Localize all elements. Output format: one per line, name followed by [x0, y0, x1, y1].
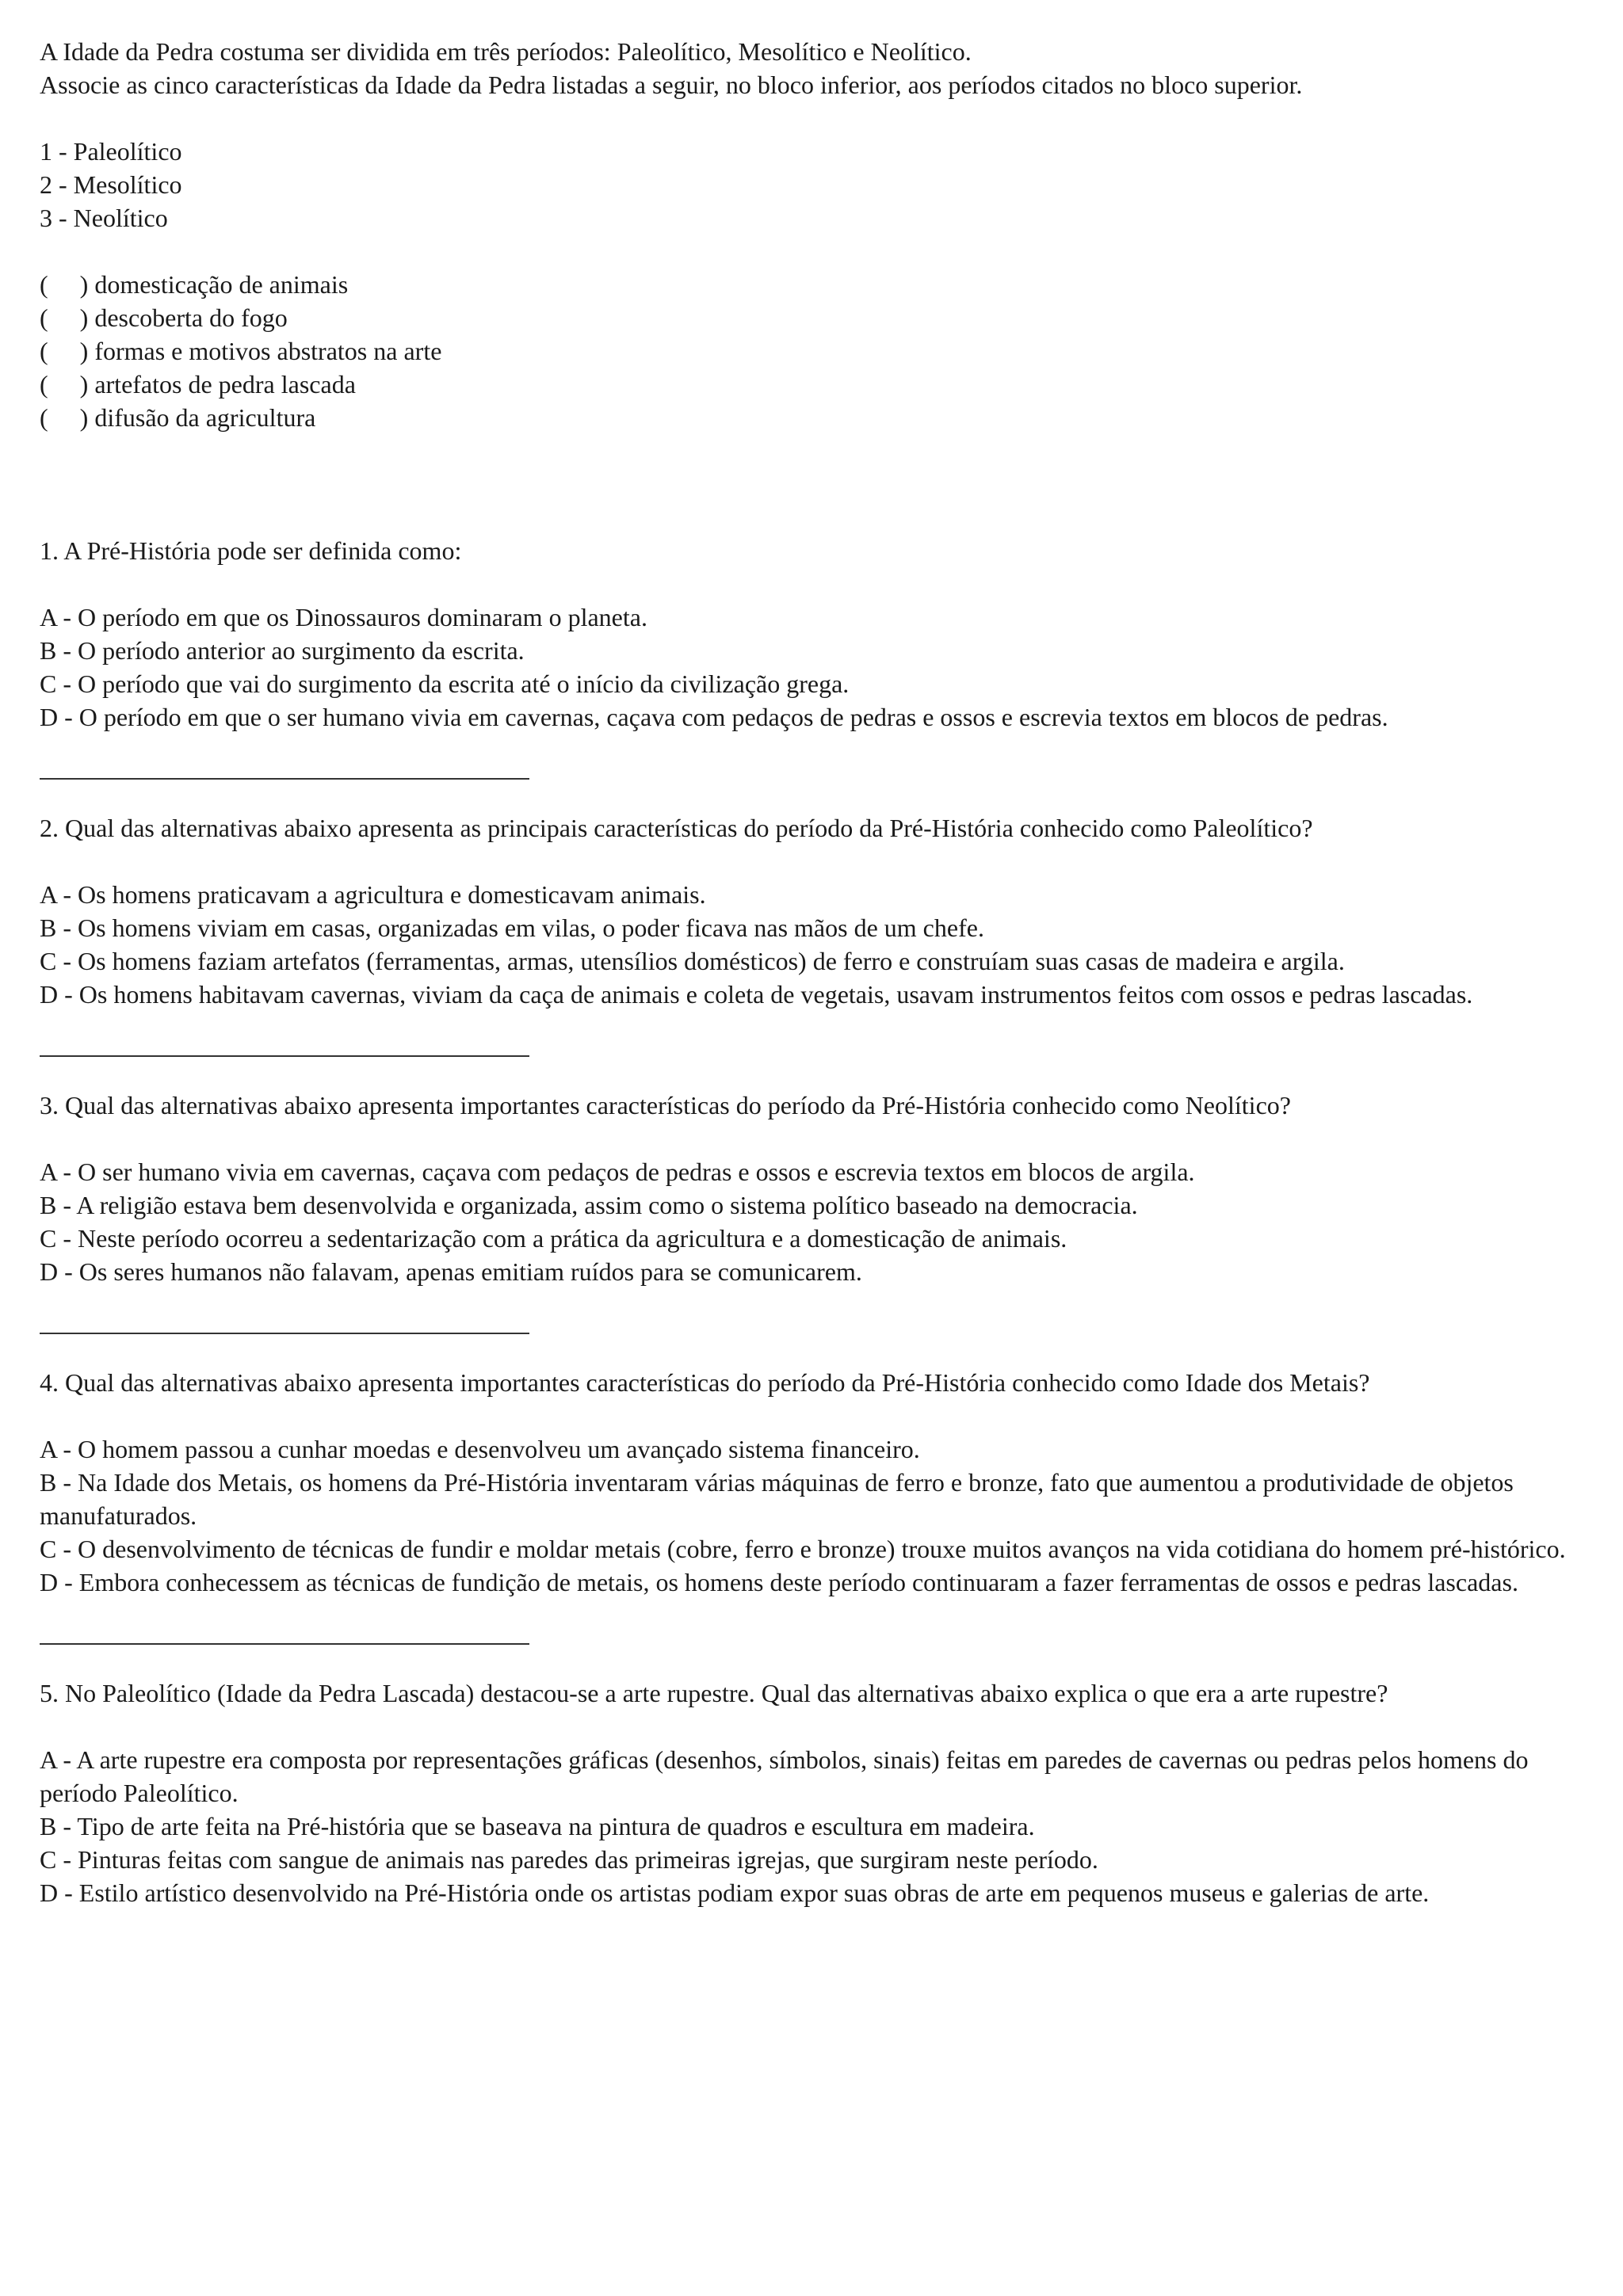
question-4: [40, 1366, 1599, 1599]
question-5: [40, 1676, 1599, 1909]
option-b: B - O período anterior ao surgimento da escrita.: [40, 636, 525, 665]
intro-block: [40, 35, 1599, 101]
separator-line: [40, 1055, 529, 1057]
option-c: C - O período que vai do surgimento da escrita até o início da civilização grega.: [40, 669, 850, 698]
question-2: [40, 811, 1599, 1011]
intro-line-1: A Idade da Pedra costuma ser dividida em três períodos: Paleolítico, Mesolítico e Neolítico.: [40, 37, 972, 66]
characteristic-item: ( ) descoberta do fogo: [40, 303, 288, 332]
worksheet-page: [40, 35, 1599, 1909]
question-1: [40, 534, 1599, 734]
question-options: [40, 1432, 1599, 1599]
characteristic-item: ( ) artefatos de pedra lascada: [40, 370, 356, 399]
characteristic-item: ( ) formas e motivos abstratos na arte: [40, 337, 442, 365]
separator-line: [40, 1333, 529, 1334]
option-b: B - Os homens viviam em casas, organizadas em vilas, o poder ficava nas mãos de um chefe.: [40, 913, 984, 942]
characteristic-item: ( ) domesticação de animais: [40, 270, 349, 299]
option-d: D - Os homens habitavam cavernas, viviam da caça de animais e coleta de vegetais, usavam instrumentos feitos com ossos e pedras lascadas.: [40, 980, 1473, 1009]
option-a: A - O período em que os Dinossauros dominaram o planeta.: [40, 603, 647, 631]
question-3: [40, 1089, 1599, 1288]
option-d: D - Os seres humanos não falavam, apenas emitiam ruídos para se comunicarem.: [40, 1257, 862, 1286]
option-d: D - Embora conhecessem as técnicas de fundição de metais, os homens deste período continuaram a fazer ferramentas de ossos e pedras lascadas.: [40, 1568, 1518, 1596]
period-item: 2 - Mesolítico: [40, 170, 182, 199]
question-title: 5. No Paleolítico (Idade da Pedra Lascada) destacou-se a arte rupestre. Qual das alternativas abaixo explica o que era a arte rupestre?: [40, 1679, 1388, 1707]
option-a: A - O ser humano vivia em cavernas, caçava com pedaços de pedras e ossos e escrevia textos em blocos de argila.: [40, 1158, 1195, 1186]
option-a: A - O homem passou a cunhar moedas e desenvolveu um avançado sistema financeiro.: [40, 1435, 920, 1463]
question-title: 4. Qual das alternativas abaixo apresenta importantes características do período da Pré-História conhecido como Idade dos Metais?: [40, 1368, 1370, 1397]
question-title: 1. A Pré-História pode ser definida como:: [40, 536, 462, 565]
question-title: 2. Qual das alternativas abaixo apresenta as principais características do período da Pré-História conhecido como Paleolítico?: [40, 814, 1313, 842]
period-item: 1 - Paleolítico: [40, 137, 182, 166]
question-options: [40, 878, 1599, 1011]
characteristic-item: ( ) difusão da agricultura: [40, 403, 316, 432]
option-d: D - O período em que o ser humano vivia em cavernas, caçava com pedaços de pedras e ossos e escrevia textos em blocos de pedras.: [40, 703, 1388, 731]
option-c: C - Os homens faziam artefatos (ferramentas, armas, utensílios domésticos) de ferro e construíam suas casas de madeira e argila.: [40, 947, 1345, 975]
option-b: B - A religião estava bem desenvolvida e organizada, assim como o sistema político baseado na democracia.: [40, 1191, 1138, 1219]
option-b: B - Na Idade dos Metais, os homens da Pré-História inventaram várias máquinas de ferro e bronze, fato que aumentou a produtividade de objetos manufaturados.: [40, 1468, 1514, 1530]
periods-list: [40, 135, 1599, 235]
option-d: D - Estilo artístico desenvolvido na Pré-História onde os artistas podiam expor suas obras de arte em pequenos museus e galerias de arte.: [40, 1878, 1430, 1907]
question-title: 3. Qual das alternativas abaixo apresenta importantes características do período da Pré-História conhecido como Neolítico?: [40, 1091, 1291, 1119]
question-options: [40, 1155, 1599, 1288]
option-c: C - Neste período ocorreu a sedentarização com a prática da agricultura e a domesticação de animais.: [40, 1224, 1067, 1253]
question-options: [40, 601, 1599, 734]
intro-line-2: Associe as cinco características da Idade da Pedra listadas a seguir, no bloco inferior, aos períodos citados no bloco superior.: [40, 71, 1303, 99]
option-c: C - O desenvolvimento de técnicas de fundir e moldar metais (cobre, ferro e bronze) trouxe muitos avanços na vida cotidiana do homem pré-histórico.: [40, 1535, 1566, 1563]
characteristics-list: [40, 268, 1599, 434]
period-item: 3 - Neolítico: [40, 204, 168, 232]
option-a: A - A arte rupestre era composta por representações gráficas (desenhos, símbolos, sinais) feitas em paredes de cavernas ou pedras pelos homens do período Paleolítico.: [40, 1745, 1529, 1807]
question-options: [40, 1743, 1599, 1909]
option-b: B - Tipo de arte feita na Pré-história que se baseava na pintura de quadros e escultura em madeira.: [40, 1812, 1035, 1840]
separator-line: [40, 1643, 529, 1645]
option-c: C - Pinturas feitas com sangue de animais nas paredes das primeiras igrejas, que surgiram neste período.: [40, 1845, 1098, 1874]
option-a: A - Os homens praticavam a agricultura e domesticavam animais.: [40, 880, 706, 909]
separator-line: [40, 778, 529, 780]
